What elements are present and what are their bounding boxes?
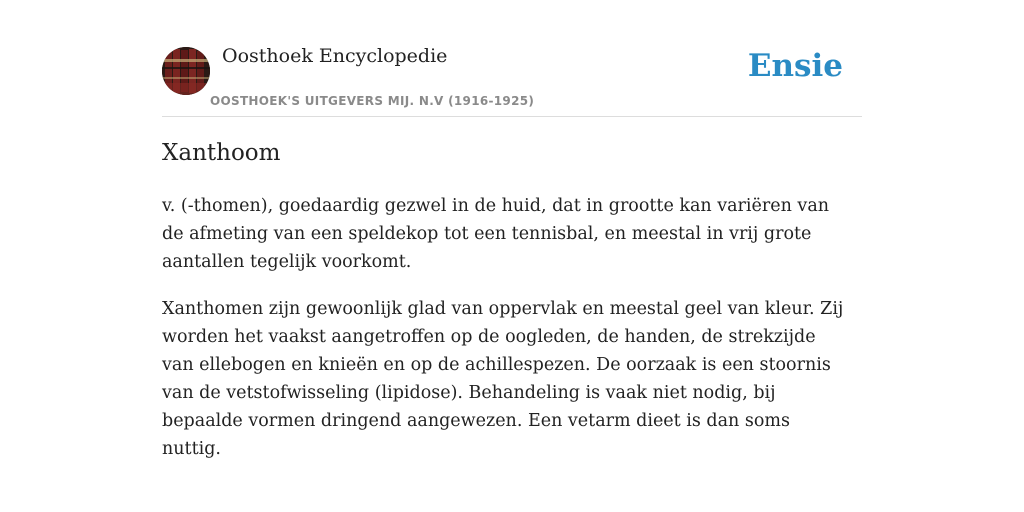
ensie-logo-link[interactable]: Ensie — [747, 48, 843, 84]
page-container — [162, 0, 862, 459]
source-header — [162, 0, 862, 117]
encyclopedia-books-icon[interactable] — [162, 47, 210, 95]
entry-title: Xanthoom — [162, 140, 281, 166]
entry-paragraph-1: v. (-thomen), goedaardig gezwel in de huid, dat in grootte kan variëren van de afmeting van een speldekop tot een tennisbal, en meestal in vrij grote aantallen tegelijk voorkomt. — [162, 196, 830, 272]
source-title[interactable]: Oosthoek Encyclopedie — [222, 45, 448, 67]
entry-paragraph-2: Xanthomen zijn gewoonlijk glad van oppervlak en meestal geel van kleur. Zij worden het vaakst aangetroffen op de oogleden, de handen, de strekzijde van ellebogen en knieën en op de achillespezen. De oorzaak is een stoornis van de vetstofwisseling (lipidose). Behandeling is vaak niet nodig, bij bepaalde vormen dringend aangewezen. Een vetarm dieet is dan soms nuttig. — [162, 299, 844, 459]
source-subtitle: OOSTHOEK'S UITGEVERS MIJ. N.V (1916-1925) — [210, 94, 535, 108]
